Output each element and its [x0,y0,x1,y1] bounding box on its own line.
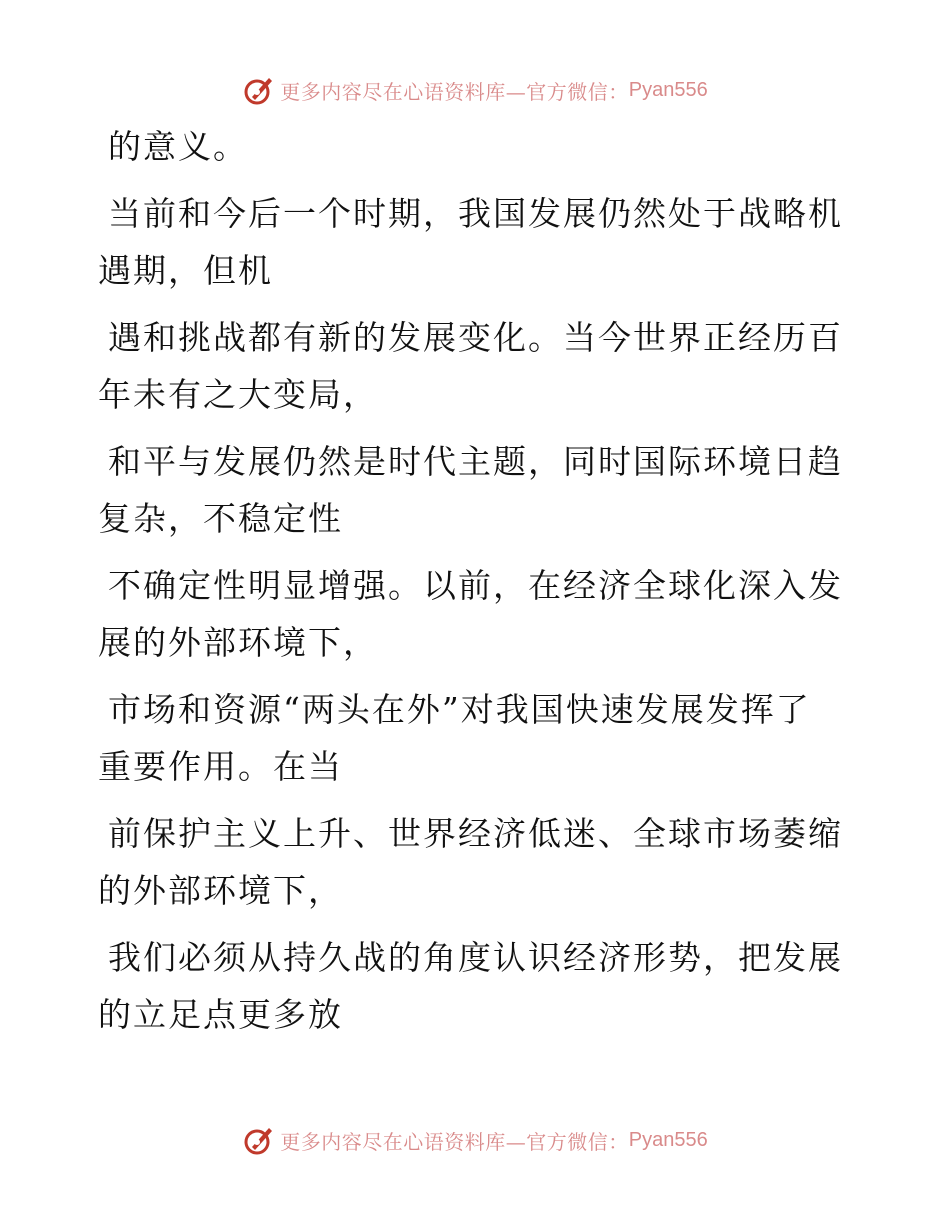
quill-pen-circle-icon [242,73,276,107]
text-line: 的意义。 [108,127,248,166]
watermark-text: 更多内容尽在心语资料库—官方微信： [280,1129,629,1154]
quill-pen-circle-icon [242,1123,276,1157]
header-watermark [0,70,950,110]
paragraph [98,118,838,175]
watermark-wechat-id: Pyan556 [628,1128,708,1151]
text-line: 我们必须从持久战的角度认识经济形势，把发展 [108,938,843,977]
text-line: 展的外部环境下， [98,623,378,662]
paragraph [98,805,843,919]
watermark-wechat-id: Pyan556 [628,78,708,101]
text-line: 遇和挑战都有新的发展变化。当今世界正经历百 [108,318,843,357]
text-line: 遇期，但机 [98,251,273,290]
paragraph [98,557,843,671]
footer-watermark [0,1120,950,1160]
text-line: 前保护主义上升、世界经济低迷、全球市场萎缩 [108,814,843,853]
paragraph [98,309,843,423]
document-body [98,118,843,1043]
text-line: 市场和资源“两头在外”对我国快速发展发挥了 [108,690,811,729]
text-line: 的外部环境下， [98,871,343,910]
paragraph [98,929,843,1043]
paragraph [98,185,843,299]
paragraph [98,433,843,547]
text-line: 重要作用。在当 [98,747,343,786]
text-line: 年未有之大变局， [98,375,378,414]
watermark-text: 更多内容尽在心语资料库—官方微信： [280,79,629,104]
text-line: 不确定性明显增强。以前，在经济全球化深入发 [108,566,843,605]
text-line: 当前和今后一个时期，我国发展仍然处于战略机 [108,194,843,233]
paragraph [98,681,838,795]
text-line: 复杂，不稳定性 [98,499,343,538]
text-line: 的立足点更多放 [98,995,343,1034]
text-line: 和平与发展仍然是时代主题，同时国际环境日趋 [108,442,843,481]
